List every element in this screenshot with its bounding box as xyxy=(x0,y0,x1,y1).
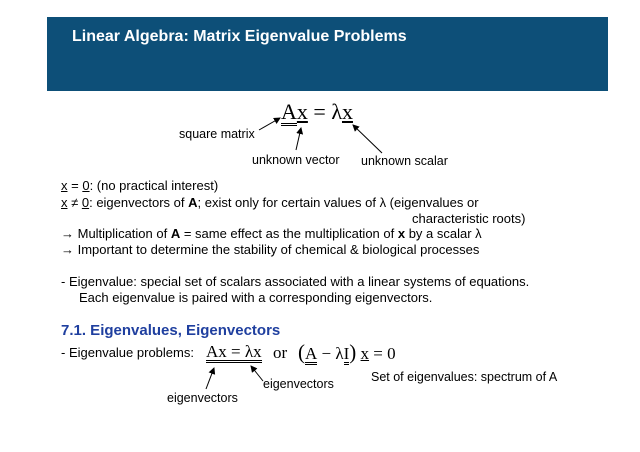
arrow-square-matrix xyxy=(259,118,280,130)
equals-sign: = xyxy=(313,99,326,124)
word-or: or xyxy=(273,343,288,362)
lambda-symbol: λ xyxy=(331,99,342,124)
problems-label: - Eigenvalue problems: xyxy=(61,345,194,360)
label-square-matrix: square matrix xyxy=(179,127,255,141)
eq1-text: Ax = λx xyxy=(206,342,262,361)
label-eigenvectors-right: eigenvectors xyxy=(263,377,334,391)
arrow-eigenvectors-right xyxy=(251,366,263,381)
matrix-A: A xyxy=(281,99,297,124)
arrow-unknown-vector xyxy=(296,128,301,150)
line-stability: → Important to determine the stability of chemical & biological processes xyxy=(61,242,480,257)
line-eigenvalue-def: - Eigenvalue: special set of scalars associated with a linear systems of equations. xyxy=(61,274,530,289)
line-multiplication: → Multiplication of A = same effect as the multiplication of x by a scalar λ xyxy=(61,226,482,241)
arrow-unknown-scalar xyxy=(353,125,382,153)
line-x-nonzero: x ≠ 0: eigenvectors of A; exist only for certain values of λ (eigenvalues or xyxy=(61,195,479,210)
line-characteristic-roots: characteristic roots) xyxy=(412,211,526,226)
label-spectrum: Set of eigenvalues: spectrum of A xyxy=(371,370,558,384)
label-eigenvectors-left: eigenvectors xyxy=(167,391,238,405)
line-eigenvalue-pair: Each eigenvalue is paired with a corresponding eigenvectors. xyxy=(79,290,433,305)
label-unknown-scalar: unknown scalar xyxy=(361,154,448,168)
vector-x-right: x xyxy=(341,99,353,124)
section-title: 7.1. Eigenvalues, Eigenvectors xyxy=(61,322,281,339)
vector-x: x xyxy=(296,99,308,124)
label-unknown-vector: unknown vector xyxy=(252,153,340,167)
line-x-zero: x = 0: (no practical interest) xyxy=(61,178,219,193)
arrow-eigenvectors-left xyxy=(206,368,214,389)
slide-title: Linear Algebra: Matrix Eigenvalue Problems xyxy=(72,28,407,45)
problem-equation-2: (A − λI) x = 0 xyxy=(298,340,396,364)
